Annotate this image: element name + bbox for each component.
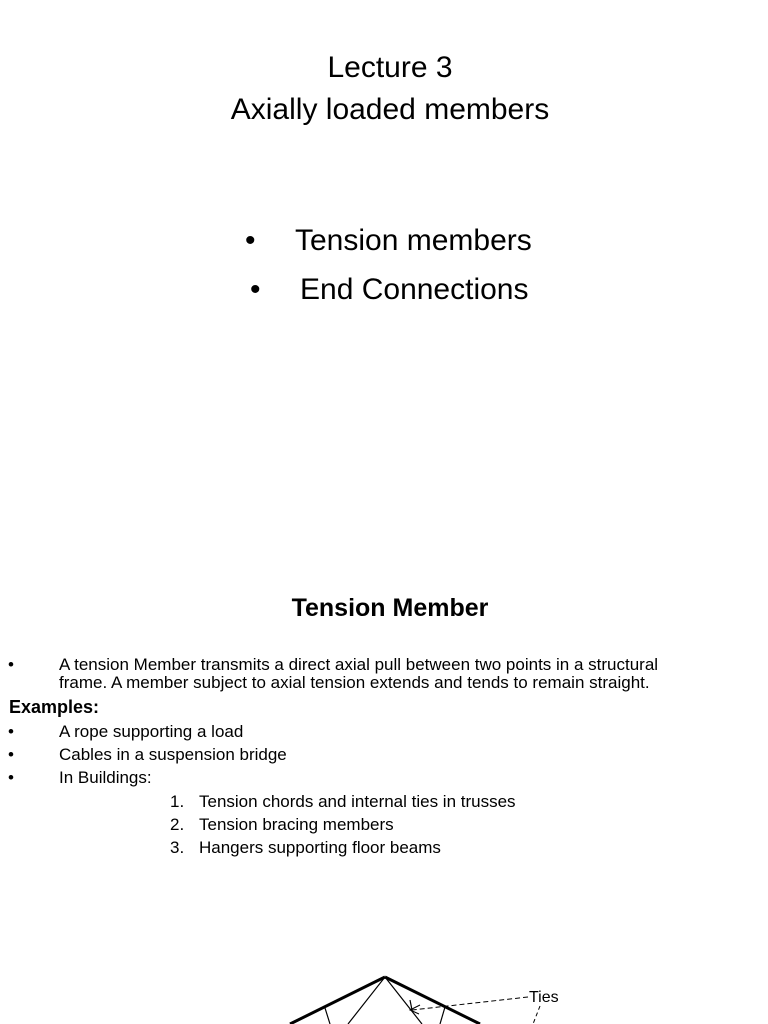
list-number: 3.	[170, 838, 185, 857]
bullet-icon: •	[250, 273, 261, 306]
tie-leader-line-2	[533, 1006, 540, 1024]
list-number: 2.	[170, 815, 185, 834]
bullet-icon: •	[8, 768, 14, 787]
examples-heading: Examples:	[9, 697, 100, 717]
bullet-icon: •	[8, 745, 14, 764]
truss-right-rafter	[385, 977, 480, 1024]
building-item: Tension chords and internal ties in trusses	[199, 792, 516, 811]
bullet-icon: •	[8, 722, 14, 741]
definition-line-2: frame. A member subject to axial tension extends and tends to remain straight.	[59, 673, 650, 692]
example-item: Cables in a suspension bridge	[59, 745, 287, 764]
bullet-icon: •	[8, 655, 14, 674]
ties-label: Ties	[529, 989, 559, 1006]
section-title: Tension Member	[291, 594, 489, 622]
bullet-icon: •	[245, 224, 256, 257]
example-item: A rope supporting a load	[59, 722, 244, 741]
example-item: In Buildings:	[59, 768, 152, 787]
lecture-subject-title: Axially loaded members	[230, 93, 550, 126]
list-number: 1.	[170, 792, 185, 811]
topic-item-tension-members: Tension members	[295, 224, 532, 257]
truss-strut-left	[325, 1008, 330, 1024]
building-item: Hangers supporting floor beams	[199, 838, 441, 857]
truss-web-left	[348, 977, 385, 1024]
truss-diagram	[0, 960, 768, 1024]
truss-left-rafter	[290, 977, 385, 1024]
building-item: Tension bracing members	[199, 815, 394, 834]
lecture-number-title: Lecture 3	[327, 51, 453, 84]
truss-strut-right	[440, 1007, 445, 1024]
definition-line-1: A tension Member transmits a direct axial pull between two points in a structural	[59, 655, 659, 674]
topic-item-end-connections: End Connections	[300, 273, 529, 306]
truss-web-right	[385, 977, 422, 1024]
